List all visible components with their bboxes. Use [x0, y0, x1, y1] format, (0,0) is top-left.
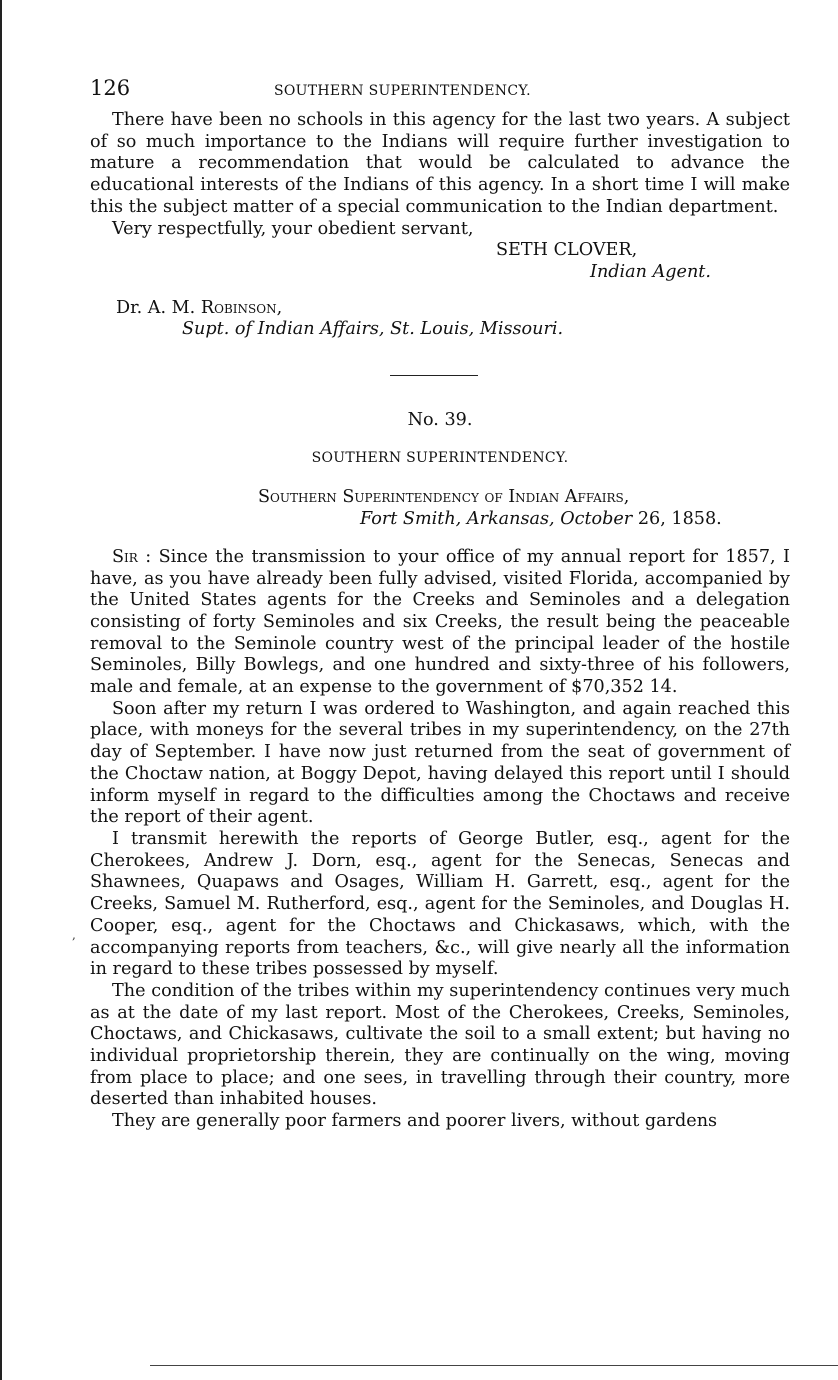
stray-mark: , — [72, 928, 76, 942]
document-number: No. 39. — [407, 410, 473, 431]
body-paragraph-4: The condition of the tribes within my superintendency continues very much as at the date of my last report. Most of the Cherokees, Creeks, Seminoles, Choctaws, and Chickasaws, cultivate the soil to a small extent; but having no individual proprietorship therein, they are continually on the wing, moving from place to place; and one sees, in travelling through their country, more deserted than inhabited houses. — [90, 980, 790, 1110]
body-paragraph-1 — [90, 547, 790, 699]
body-paragraph-3: I transmit herewith the reports of George Butler, esq., agent for the Cherokees, Andrew J. Dorn, esq., agent for the Senecas, Senecas and Shawnees, Quapaws and Osages, William H. Garrett, esq., agent for the Creeks, Samuel M. Rutherford, esq., agent for the Seminoles, and Douglas H. Cooper, esq., agent for the Choctaws and Chickasaws, which, with the accompanying reports from teachers, &c., will give nearly all the information in regard to these tribes possessed by myself. — [90, 828, 790, 980]
addressee-line — [90, 298, 790, 320]
addressee-title: Supt. of Indian Affairs, St. Louis, Missouri. — [182, 319, 564, 340]
section-heading: SOUTHERN SUPERINTENDENCY. — [311, 449, 569, 466]
date-tail: 26, 1858. — [637, 509, 722, 530]
letter1-closing: Very respectfully, your obedient servant, — [112, 218, 474, 239]
place-date-line — [90, 509, 790, 531]
addressee-name: Robinson, — [200, 297, 283, 318]
salutation: Sir : — [112, 546, 152, 567]
office-line: Southern Superintendency of Indian Affairs, — [258, 487, 630, 508]
letter1-paragraph: There have been no schools in this agency for the last two years. A subject of so much importance to the Indians will require further investigation to mature a recommendation that would be calculated to advance the educational interests of the Indians of this agency. In a short time I will make this the subject matter of a special communication to the Indian department. — [90, 110, 790, 217]
signer-title: Indian Agent. — [590, 261, 711, 282]
section-rule — [390, 375, 478, 376]
signer-name: SETH CLOVER, — [496, 240, 638, 261]
addressee-prefix: Dr. A. M. — [116, 297, 196, 318]
page-number: 126 — [90, 76, 131, 100]
place-date: Fort Smith, Arkansas, October — [360, 509, 633, 530]
body-paragraph-2: Soon after my return I was ordered to Washington, and again reached this place, with moneys for the several tribes in my superintendency, on the 27th day of September. I have now just returned from the seat of government of the Choctaw nation, at Boggy Depot, having delayed this report until I should inform myself in regard to the difficulties among the Choctaws and receive the report of their agent. — [90, 698, 790, 828]
document-page — [90, 72, 790, 1133]
page-bottom-edge — [150, 1365, 838, 1366]
page-header — [90, 72, 790, 110]
body-paragraph-1-text: Since the transmission to your office of my annual report for 1857, I have, as you have already been fully advised, visited Florida, accompanied by the United States agents for the Creeks and Seminoles and a delegation consisting of forty Seminoles and six Creeks, the result being the peaceable removal to the Seminole country west of the principal leader of the hostile Seminoles, Billy Bowlegs, and one hundred and sixty-three of his followers, male and female, at an expense to the government of $70,352 14. — [90, 546, 790, 698]
body-paragraph-5: They are generally poor farmers and poorer livers, without gardens — [112, 1111, 718, 1132]
running-head: SOUTHERN SUPERINTENDENCY. — [274, 83, 531, 99]
